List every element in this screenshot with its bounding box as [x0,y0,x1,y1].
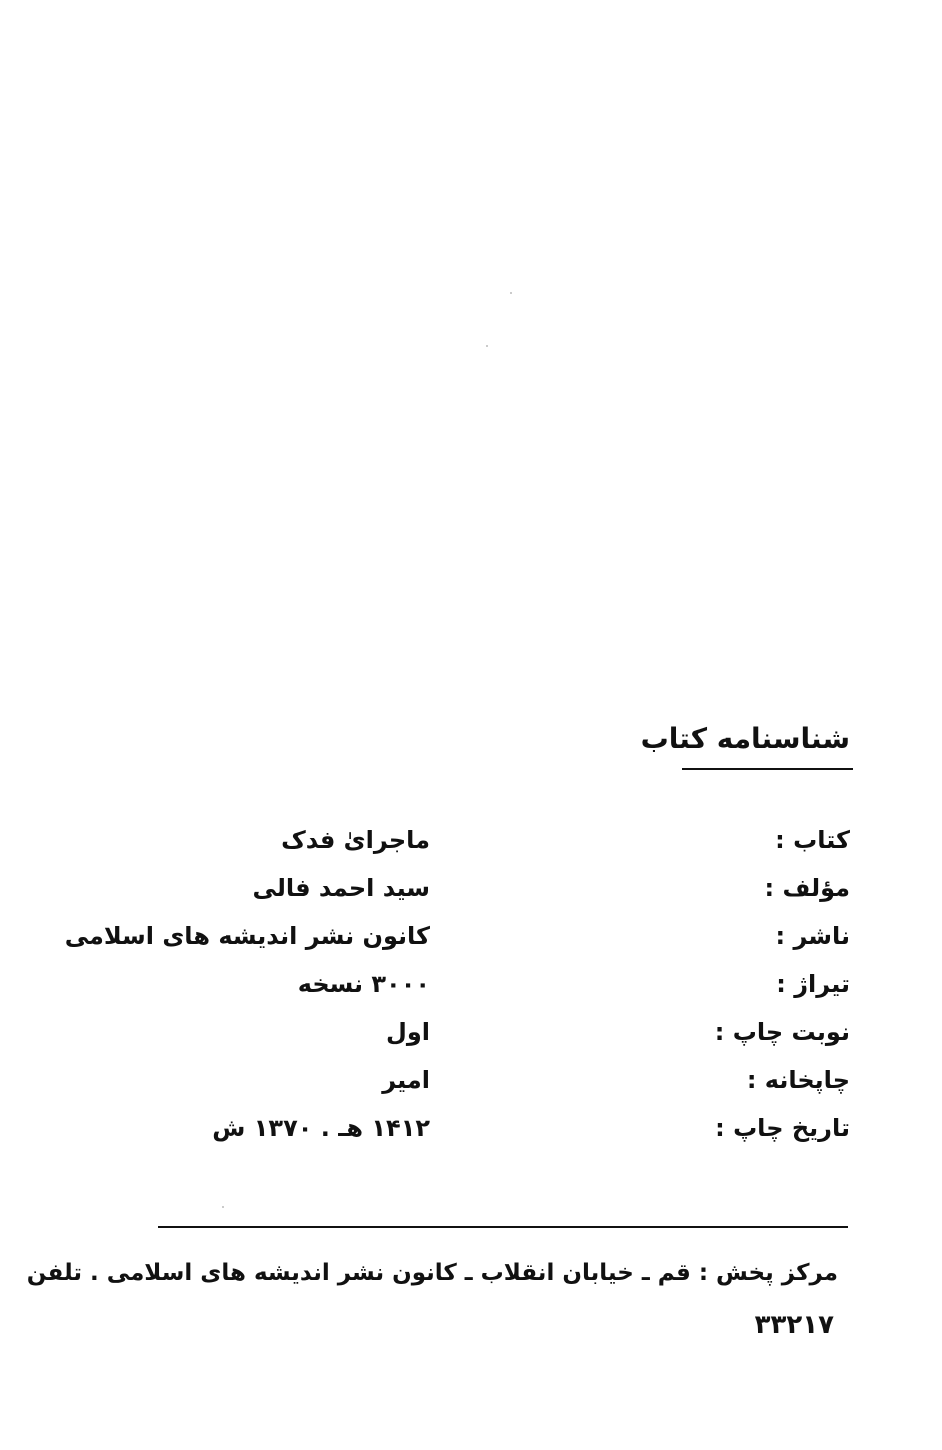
row-label: تیراژ : [776,970,850,998]
row-label: نوبت چاپ : [714,1018,850,1046]
scan-speck [486,345,488,347]
imprint-row-print-date [150,1114,850,1154]
imprint-row-printing-house [150,1066,850,1106]
imprint-row-author [150,874,850,914]
row-label: مؤلف : [764,874,850,902]
imprint-heading: شناسنامه کتاب [640,722,850,755]
row-value: کانون نشر اندیشه های اسلامی [64,922,430,950]
scan-speck [222,1206,224,1208]
imprint-row-publisher [64,922,850,962]
row-value: ۳۰۰۰ نسخه [297,970,430,998]
row-label: تاریخ چاپ : [715,1114,850,1142]
scan-speck [510,292,512,294]
row-value: اول [386,1018,430,1046]
row-label: چاپخانه : [746,1066,850,1094]
row-value: سید احمد فالی [252,874,430,902]
row-value: ماجرایٰ فدک [281,826,430,854]
imprint-row-book [150,826,850,866]
distribution-center-text: مرکز پخش : قم ـ خیابان انقلاب ـ کانون نشر اندیشه های اسلامی . تلفن [26,1260,838,1286]
phone-number: ۳۳۲۱۷ [754,1310,834,1340]
row-value: امیر [382,1066,430,1094]
row-value: ۱۴۱۲ هـ . ۱۳۷۰ ش [212,1114,430,1142]
footer-divider [158,1226,848,1228]
row-label: ناشر : [775,922,850,950]
imprint-row-edition [150,1018,850,1058]
imprint-row-print-run [150,970,850,1010]
heading-underline [682,768,853,770]
row-label: کتاب : [775,826,850,854]
